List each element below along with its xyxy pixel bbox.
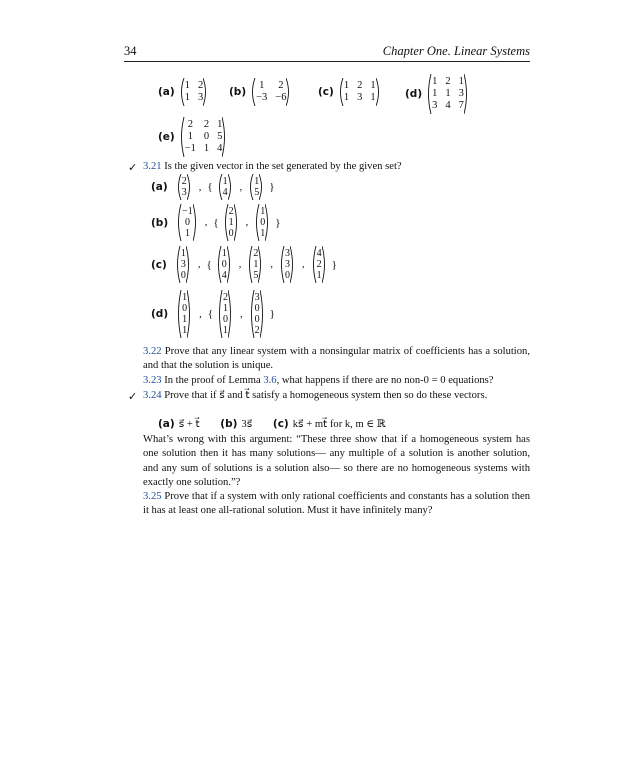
matrix-entry: 1 — [432, 76, 438, 87]
matrix-d-body — [426, 74, 470, 114]
right-paren — [376, 78, 382, 106]
right-paren — [228, 174, 234, 200]
right-paren — [187, 174, 193, 200]
spanning-vector — [216, 246, 233, 283]
vector-entry: 2 — [223, 292, 229, 303]
comma: , — [245, 217, 249, 228]
matrix-entry: 3 — [458, 88, 464, 99]
exercise-number: 3.22 — [143, 346, 162, 357]
paren-right — [228, 174, 234, 200]
vector-entries — [182, 204, 193, 241]
matrix-entries — [185, 78, 204, 106]
vector-entry: 0 — [260, 217, 266, 228]
open-brace: { — [206, 258, 212, 271]
matrix-entry: 2 — [203, 119, 210, 130]
comma: , — [238, 259, 242, 270]
vector-entry: 1 — [222, 176, 228, 187]
matrix-entries — [185, 117, 223, 157]
spanning-vector — [249, 290, 266, 338]
ex324-followup: What’s wrong with this argument: “These three show that if a homogeneous system has one solution then it has many solutions— any multiple of a solution is another solution, and any sum of solutions is a solution also— so there are no homogeneous systems with exactly one solution.”? — [143, 434, 530, 489]
matrix-entry: 1 — [343, 92, 350, 103]
paren-right — [259, 174, 265, 200]
matrix-entry: 2 — [187, 119, 193, 130]
matrix-entry: 2 — [197, 80, 204, 91]
vector-entry: 1 — [223, 303, 229, 314]
matrix-entries — [432, 74, 464, 114]
vector-entry: 1 — [228, 217, 234, 228]
close-brace: } — [331, 258, 337, 271]
vector-entry: 3 — [254, 292, 260, 303]
paren-right — [258, 246, 264, 283]
right-paren — [193, 204, 199, 241]
vector-entry: 2 — [228, 206, 234, 217]
target-vector — [176, 174, 193, 200]
vector-entry: 1 — [260, 206, 266, 217]
open-brace: { — [207, 181, 213, 193]
matrix-entry: 3 — [357, 92, 363, 103]
matrix-entry: 3 — [432, 100, 438, 111]
paren-right — [464, 74, 470, 114]
matrix-entry: 3 — [197, 92, 204, 103]
matrix-entry: 1 — [217, 119, 223, 130]
vector-entry: −1 — [182, 206, 193, 217]
right-paren — [260, 290, 266, 338]
vector-entry: 1 — [182, 292, 188, 303]
spanning-vector — [254, 204, 271, 241]
exercise-text: Prove that if a system with only rational coefficients and constants has a solution then it has at least one all-rational solution. Must it have infinitely many? — [143, 491, 530, 517]
exercise-text: Prove that any linear system with a nonsingular matrix of coefficients has a solution, and that the solution is unique. — [143, 346, 530, 372]
matrix-entries — [256, 78, 286, 106]
comma: , — [197, 259, 201, 270]
matrix-d: (d) 1 2 1 1 1 3 3 4 7 — [405, 74, 470, 114]
matrix-c-body — [338, 78, 382, 106]
ex321-part-a — [151, 174, 275, 200]
vector-entry: 2 — [254, 325, 260, 336]
paren-right — [193, 204, 199, 241]
ex324-parts — [158, 418, 404, 430]
chapter-title: Chapter One. Linear Systems — [382, 44, 530, 58]
header-rule — [124, 61, 530, 62]
paren-right — [222, 117, 228, 157]
matrix-entry: 1 — [370, 92, 376, 103]
comma: , — [270, 259, 273, 270]
vector-entry: 0 — [284, 270, 290, 281]
spanning-vector — [311, 246, 328, 283]
lemma-link[interactable]: 3.6 — [263, 375, 277, 386]
open-brace: { — [207, 308, 214, 320]
vector-entry: 0 — [182, 303, 188, 314]
paren-right — [187, 290, 193, 338]
exercise-number: 3.21 — [143, 161, 162, 172]
vector-entry: 5 — [253, 270, 259, 281]
matrix-entry: 1 — [458, 76, 464, 87]
vector-entry: 1 — [254, 176, 260, 187]
right-paren — [464, 74, 470, 114]
exercise-number: 3.25 — [143, 491, 162, 502]
spanning-vector — [217, 174, 234, 200]
matrix-entry: 1 — [203, 143, 210, 154]
matrix-a-body — [179, 78, 210, 106]
paren-right — [234, 204, 240, 241]
paren-right — [376, 78, 382, 106]
vector-entry: 4 — [221, 270, 227, 281]
paren-right — [286, 78, 292, 106]
ex321-part-d — [151, 290, 275, 338]
exercise-3-24 — [143, 389, 530, 403]
paren-right — [203, 78, 209, 106]
vector-entry: 1 — [221, 248, 227, 259]
close-brace: } — [269, 181, 275, 193]
matrix-e-body — [179, 117, 229, 157]
matrix-entry: 1 — [445, 88, 451, 99]
matrix-entry: 2 — [357, 80, 363, 91]
spanning-vector — [223, 204, 240, 241]
right-paren — [227, 246, 233, 283]
matrix-entries — [344, 78, 376, 106]
vector-entry: 0 — [221, 259, 227, 270]
right-paren — [228, 290, 234, 338]
vector-entry: 3 — [284, 259, 290, 270]
matrix-e: (e) 2 2 1 1 0 5 −1 1 4 — [158, 117, 228, 157]
matrix-entry: 1 — [370, 80, 376, 91]
matrix-entry: 1 — [432, 88, 438, 99]
paren-right — [290, 246, 296, 283]
matrix-entry: 4 — [445, 100, 451, 111]
vector-entry: 2 — [181, 176, 187, 187]
vector-entry: 4 — [222, 187, 228, 198]
matrix-entry: −3 — [256, 92, 268, 103]
target-vector — [176, 204, 199, 241]
vector-entry: 0 — [180, 270, 186, 281]
paren-right — [260, 290, 266, 338]
vector-entry: 1 — [182, 314, 188, 325]
matrix-entry: 2 — [278, 80, 284, 91]
vector-entry: 1 — [316, 270, 322, 281]
page-number: 34 — [124, 44, 137, 58]
comma: , — [240, 308, 243, 320]
starred-check: ✓ — [128, 162, 138, 174]
part-label: (a) — [151, 181, 168, 193]
open-brace: { — [213, 216, 219, 229]
matrix-entry: 5 — [217, 131, 223, 142]
vector-entry: 1 — [260, 228, 266, 239]
spanning-vector — [217, 290, 234, 338]
vector-entry: 1 — [253, 259, 259, 270]
target-vector — [175, 246, 192, 283]
paren-right — [265, 204, 271, 241]
part-label: (c) — [151, 258, 167, 271]
vector-entry: 2 — [316, 259, 322, 270]
vector-entry: 1 — [180, 248, 186, 259]
exercise-3-23 — [143, 374, 533, 388]
vector-entry: 5 — [254, 187, 260, 198]
right-paren — [234, 204, 240, 241]
ex324-part-b: (b) 3s⃗ — [220, 418, 253, 430]
matrix-entry: 4 — [217, 143, 223, 154]
matrix-entry: −6 — [275, 92, 287, 103]
right-paren — [186, 246, 192, 283]
matrix-entry: −1 — [184, 143, 196, 154]
matrix-a: (a) 1 2 1 3 — [158, 78, 209, 106]
exercise-3-22 — [143, 345, 530, 374]
vector-entry: 1 — [184, 228, 190, 239]
right-paren — [286, 78, 292, 106]
paren-right — [322, 246, 328, 283]
matrix-entry: 2 — [445, 76, 451, 87]
paren-right — [186, 246, 192, 283]
matrix-entry: 7 — [458, 100, 464, 111]
exercise-text: In the proof of Lemma — [164, 375, 264, 386]
part-label: (d) — [151, 308, 169, 320]
vector-entry: 3 — [180, 259, 186, 270]
spanning-vector — [247, 246, 264, 283]
ex321-part-b — [151, 204, 281, 241]
vector-entry: 4 — [316, 248, 322, 259]
matrix-entry: 1 — [184, 92, 190, 103]
target-vector — [176, 290, 193, 338]
comma: , — [199, 308, 202, 320]
vector-entry: 1 — [182, 325, 188, 336]
right-paren — [203, 78, 209, 106]
right-paren — [265, 204, 271, 241]
comma: , — [239, 181, 243, 193]
matrix-c: (c) 1 2 1 1 3 1 — [318, 78, 382, 106]
paren-right — [228, 290, 234, 338]
exercise-text: Is the given vector in the set generated by the given set? — [164, 161, 402, 172]
exercise-number: 3.24 — [143, 390, 162, 401]
comma: , — [204, 217, 208, 228]
starred-check: ✓ — [128, 391, 138, 403]
vector-entry: 2 — [253, 248, 259, 259]
vector-entry: 3 — [284, 248, 290, 259]
comma: , — [301, 259, 305, 270]
matrix-entry: 1 — [184, 80, 190, 91]
right-paren — [258, 246, 264, 283]
spanning-vector — [279, 246, 296, 283]
right-paren — [322, 246, 328, 283]
exercise-3-25 — [143, 490, 530, 519]
exercise-text-end: , what happens if there are no non-0 = 0 equations? — [276, 375, 494, 386]
right-paren — [290, 246, 296, 283]
vector-entry: 1 — [223, 325, 229, 336]
vector-entry: 0 — [228, 228, 234, 239]
matrix-b-body — [250, 78, 292, 106]
exercise-text: Prove that if s⃗ and t⃗ satisfy a homogeneous system then so do these vectors. — [164, 390, 488, 401]
ex321-part-c — [151, 246, 337, 283]
vector-entry: 3 — [181, 187, 187, 198]
vector-entry: 0 — [223, 314, 229, 325]
vector-entry: 0 — [254, 314, 260, 325]
spanning-vector — [248, 174, 265, 200]
exercise-number: 3.23 — [143, 375, 162, 386]
right-paren — [259, 174, 265, 200]
exercise-3-21 — [143, 160, 533, 174]
right-paren — [187, 290, 193, 338]
matrix-b: (b) 1 2 −3 −6 — [229, 78, 292, 106]
paren-right — [187, 174, 193, 200]
vector-entry: 0 — [254, 303, 260, 314]
matrix-entry: 0 — [203, 131, 210, 142]
ex324-part-c: (c) ks⃗ + mt⃗ for k, m ∈ ℝ — [272, 418, 386, 430]
comma: , — [198, 181, 202, 193]
ex324-part-a: (a) s⃗ + t⃗ — [158, 418, 200, 430]
close-brace: } — [269, 308, 275, 320]
matrix-entry: 1 — [343, 80, 350, 91]
matrix-entry: 1 — [187, 131, 193, 142]
right-paren — [222, 117, 228, 157]
part-label: (b) — [151, 216, 169, 229]
matrix-entry: 1 — [259, 80, 265, 91]
vector-entry: 0 — [184, 217, 190, 228]
paren-right — [227, 246, 233, 283]
close-brace: } — [275, 216, 281, 229]
